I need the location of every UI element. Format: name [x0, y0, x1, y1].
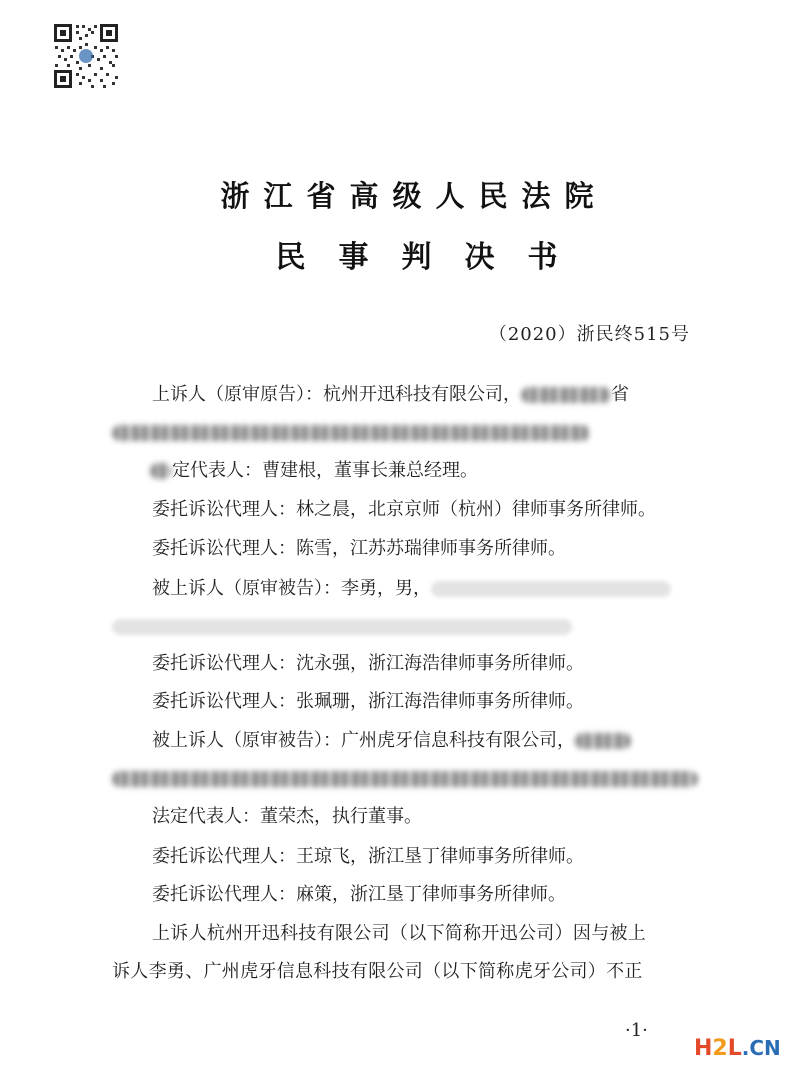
- appellee-2-text: 被上诉人（原审被告）：广州虎牙信息科技有限公司，: [152, 730, 575, 751]
- watermark-2: 2: [712, 1036, 728, 1061]
- redacted-char: [150, 463, 172, 479]
- redacted-personal-info: [431, 581, 671, 597]
- appellant-line: [152, 383, 629, 407]
- watermark-cn: .CN: [741, 1036, 781, 1060]
- appellee-2-agent-2: 委托诉讼代理人：麻策，浙江垦丁律师事务所律师。: [152, 884, 566, 905]
- redacted-address-line: [112, 425, 590, 441]
- watermark-l: L: [727, 1036, 742, 1061]
- appellant-name: 杭州开迅科技有限公司，: [323, 384, 521, 405]
- case-number: （2020）浙民终515号: [488, 324, 690, 345]
- appellee-1-agent-2: 委托诉讼代理人：张珮珊，浙江海浩律师事务所律师。: [152, 691, 584, 712]
- appellant-label: 上诉人（原审原告）：: [152, 384, 323, 405]
- appellant-agent-1: 委托诉讼代理人：林之晨，北京京师（杭州）律师事务所律师。: [152, 499, 656, 520]
- appellant-agent-2: 委托诉讼代理人：陈雪，江苏苏瑞律师事务所律师。: [152, 538, 566, 559]
- redacted-personal-info-line: [112, 619, 572, 635]
- page-number: ·1·: [625, 1020, 648, 1041]
- appellant-address-tail: 省: [611, 384, 629, 405]
- appellant-rep-line: 定代表人：曹建根，董事长兼总经理。: [172, 460, 478, 481]
- appellee-1-line: [152, 577, 671, 601]
- site-watermark: [694, 1036, 781, 1061]
- appellee-2-line: [152, 729, 631, 753]
- body-paragraph-line-2: 诉人李勇、广州虎牙信息科技有限公司（以下简称虎牙公司）不正: [112, 961, 643, 982]
- appellee-1-agent-1: 委托诉讼代理人：沈永强，浙江海浩律师事务所律师。: [152, 653, 584, 674]
- court-name: 浙江省高级人民法院: [220, 179, 608, 213]
- appellee-2-rep: 法定代表人：董荣杰，执行董事。: [152, 806, 422, 827]
- qr-code-icon: [52, 22, 120, 90]
- appellee-1-text: 被上诉人（原审被告）：李勇，男，: [152, 578, 431, 599]
- body-paragraph-line-1: 上诉人杭州开迅科技有限公司（以下简称开迅公司）因与被上: [152, 923, 647, 944]
- watermark-h: H: [694, 1036, 713, 1061]
- appellee-2-agent-1: 委托诉讼代理人：王琼飞，浙江垦丁律师事务所律师。: [152, 846, 584, 867]
- redacted-address: [575, 733, 631, 749]
- redacted-address: [521, 387, 611, 403]
- redacted-address-line: [112, 771, 698, 787]
- document-type: 民事判决书: [275, 240, 591, 275]
